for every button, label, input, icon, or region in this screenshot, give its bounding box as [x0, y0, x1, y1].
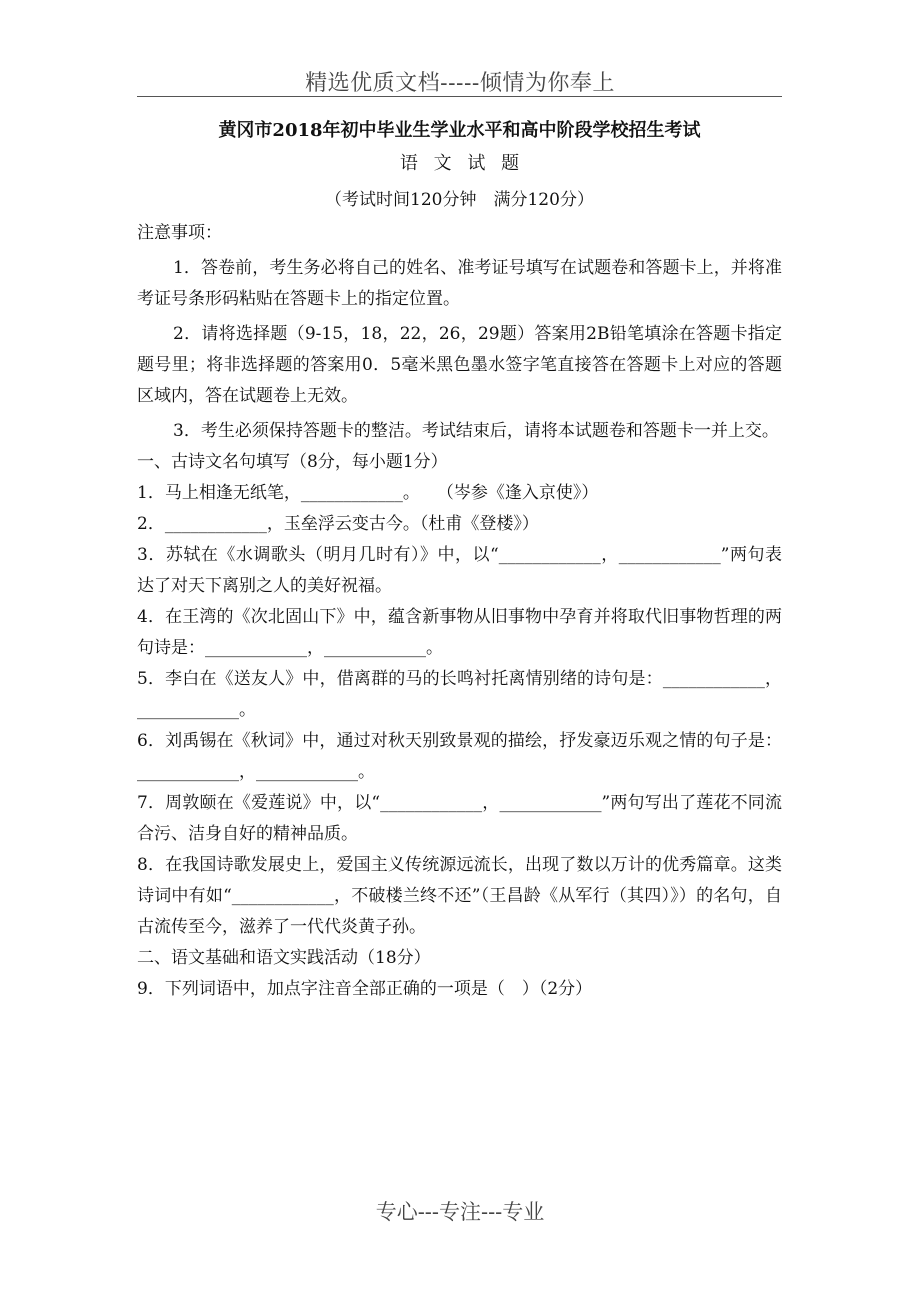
- question: 4．在王湾的《次北固山下》中，蕴含新事物从旧事物中孕育并将取代旧事物哲理的两句诗是：____________，____________。: [137, 607, 782, 658]
- question: 2．____________，玉垒浮云变古今。（杜甫《登楼》）: [137, 514, 539, 534]
- section-heading: 二、语文基础和语文实践活动（18分）: [137, 948, 431, 968]
- question: 1．马上相逢无纸笔，____________。 （岑参《逢入京使》）: [137, 483, 599, 503]
- section-heading: 一、古诗文名句填写（8分，每小题1分）: [137, 452, 448, 472]
- header-divider: [137, 96, 782, 97]
- exam-subtitle: 语 文 试 题: [399, 153, 520, 174]
- notice-item: 2．请将选择题（9-15，18，22，26，29题）答案用2B铅笔填涂在答题卡指定题号里；将非选择题的答案用0．5毫米黑色墨水签字笔直接答在答题卡上对应的答题区域内，答在试题卷上无效。: [137, 324, 782, 406]
- page-header: 精选优质文档-----倾情为你奉上: [305, 71, 615, 96]
- exam-time-note: （考试时间120分钟 满分120分）: [325, 190, 594, 210]
- exam-title: 黄冈市2018年初中毕业生学业水平和高中阶段学校招生考试: [218, 120, 701, 141]
- exam-content: [137, 116, 782, 1005]
- question: 6．刘禹锡在《秋词》中，通过对秋天别致景观的描绘，抒发豪迈乐观之情的句子是：____________，____________。: [137, 731, 782, 782]
- question: 7．周敦颐在《爱莲说》中，以“____________，____________”两句写出了莲花不同流合污、洁身自好的精神品质。: [137, 793, 782, 844]
- notice-item: 3．考生必须保持答题卡的整洁。考试结束后，请将本试题卷和答题卡一并上交。: [173, 421, 779, 441]
- page-footer: 专心---专注---专业: [375, 1200, 545, 1224]
- question: 5．李白在《送友人》中，借离群的马的长鸣衬托离情别绪的诗句是：____________，____________。: [137, 669, 782, 720]
- question: 3．苏轼在《水调歌头（明月几时有）》中，以“____________，____________”两句表达了对天下离别之人的美好祝福。: [137, 545, 782, 596]
- notice-heading: 注意事项：: [137, 223, 222, 243]
- notice-item: 1．答卷前，考生务必将自己的姓名、准考证号填写在试题卷和答题卡上，并将准考证号条形码粘贴在答题卡上的指定位置。: [137, 258, 782, 309]
- question: 8．在我国诗歌发展史上，爱国主义传统源远流长，出现了数以万计的优秀篇章。这类诗词中有如“____________，不破楼兰终不还”（王昌龄《从军行（其四）》）的名句，自古流传至今，滋养了一代代炎黄子孙。: [137, 855, 782, 937]
- question: 9．下列词语中，加点字注音全部正确的一项是（ ）（2分）: [137, 979, 593, 999]
